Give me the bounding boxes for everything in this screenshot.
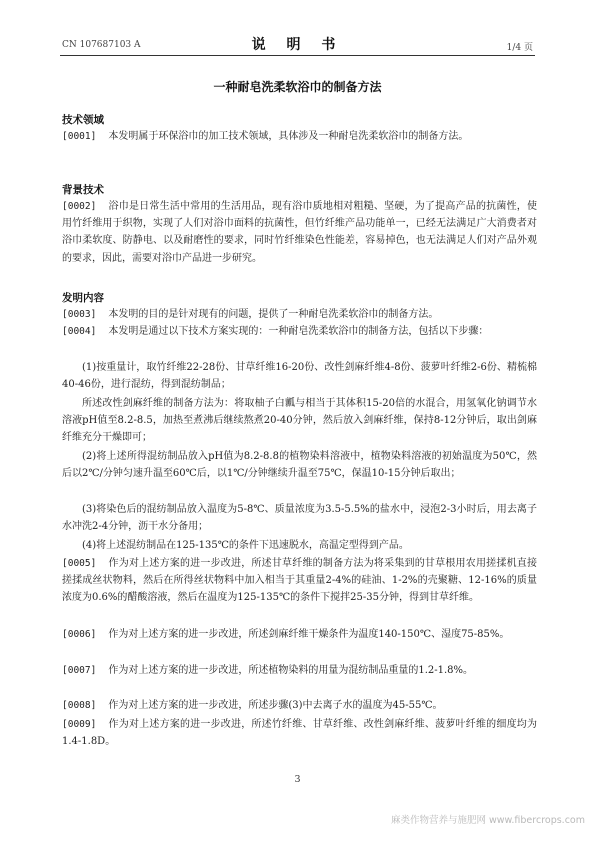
watermark: 麻类作物营养与施肥网 www.fibercrops.com <box>390 815 585 826</box>
header-publication-no: CN 107687103 A <box>62 40 141 50</box>
paragraph-0009 <box>62 716 537 750</box>
step-1-modified-sisal: 所述改性剑麻纤维的制备方法为：将取柚子白瓤与相当于其体积15-20倍的水混合，用氢氧化钠调节水溶液pH值至8.2-8.5，加热至煮沸后继续熬煮20-40分钟，然后放入剑麻纤维，保持8-12分钟后，取出剑麻纤维充分干燥即可； <box>62 398 537 444</box>
paragraph-text: 作为对上述方案的进一步改进，所述步骤(3)中去离子水的温度为45-55℃。 <box>108 700 443 711</box>
section-background: 背景技术 <box>62 184 104 196</box>
paragraph-number: [0009] <box>62 719 97 730</box>
paragraph-0005 <box>62 555 537 607</box>
paragraph-text: 作为对上述方案的进一步改进，所述甘草纤维的制备方法为将采集到的甘草根用农用搓揉机直接搓揉成丝状物料，然后在所得丝状物料中加入相当于其重量2-4%的硅油、1-2%的壳聚糖、12-16%的质量浓度为0.6%的醋酸溶液，然后在温度为125-135℃的条件下搅拌25-35分钟，得到甘草纤维。 <box>62 558 537 604</box>
paragraph-0008 <box>62 697 537 714</box>
step-3: (3)将染色后的混纺制品放入温度为5-8℃、质量浓度为3.5-5.5%的盐水中，浸泡2-3小时后，用去离子水冲洗2-4分钟，沥干水分备用； <box>62 504 537 533</box>
paragraph-text: 作为对上述方案的进一步改进，所述植物染料的用量为混纺制品重量的1.2-1.8%。 <box>108 665 474 676</box>
paragraph-0006 <box>62 626 537 643</box>
step-1: (1)按重量计，取竹纤维22-28份、甘草纤维16-20份、改性剑麻纤维4-8份、菠萝叶纤维2-6份、精梳棉40-46份，进行混纺，得到混纺制品； <box>62 362 537 391</box>
paragraph-0001 <box>62 128 537 145</box>
page-number: 3 <box>294 774 301 785</box>
paragraph-text: 本发明的目的是针对现有的问题，提供了一种耐皂洗柔软浴巾的制备方法。 <box>108 309 439 320</box>
paragraph-number: [0005] <box>62 558 97 569</box>
paragraph-number: [0002] <box>62 201 97 212</box>
step-2: (2)将上述所得混纺制品放入pH值为8.2-8.8的植物染料溶液中，植物染料溶液的初始温度为50℃，然后以2℃/分钟匀速升温至60℃后，以1℃/分钟继续升温至75℃，保温10-15分钟后取出； <box>62 451 537 480</box>
paragraph-text: 作为对上述方案的进一步改进，所述剑麻纤维干燥条件为温度140-150℃、湿度75-85%。 <box>108 629 510 640</box>
paragraph-0004 <box>62 323 537 340</box>
step-4: (4)将上述混纺制品在125-135℃的条件下迅速脱水，高温定型得到产品。 <box>82 540 409 551</box>
section-invention: 发明内容 <box>62 292 104 304</box>
paragraph-text: 浴巾是日常生活中常用的生活用品，现有浴巾质地相对粗糙、坚硬，为了提高产品的抗菌性，使用竹纤维用于织物，实现了人们对浴巾面料的抗菌性，但竹纤维产品功能单一，已经无法满足广大消费者对浴巾柔软度、防静电、以及耐磨性的要求，同时竹纤维染色性能差，容易掉色，也无法满足人们对产品外观的要求，因此，需要对浴巾产品进一步研究。 <box>62 201 537 264</box>
paragraph-0002 <box>62 198 537 267</box>
paragraph-number: [0008] <box>62 700 97 711</box>
paragraph-text: 本发明属于环保浴巾的加工技术领域，具体涉及一种耐皂洗柔软浴巾的制备方法。 <box>108 131 469 142</box>
paragraph-number: [0004] <box>62 326 97 337</box>
section-tech-field: 技术领域 <box>62 114 104 126</box>
paragraph-number: [0006] <box>62 629 97 640</box>
paragraph-text: 作为对上述方案的进一步改进，所述竹纤维、甘草纤维、改性剑麻纤维、菠萝叶纤维的细度均为1.4-1.8D。 <box>62 719 537 748</box>
header-rule <box>60 55 535 56</box>
paragraph-number: [0003] <box>62 309 97 320</box>
header-page-info: 1/4 页 <box>506 43 533 53</box>
header-doc-type: 说 明 书 <box>251 37 344 53</box>
paragraph-number: [0001] <box>62 131 97 142</box>
paragraph-number: [0007] <box>62 665 97 676</box>
paragraph-text: 本发明是通过以下技术方案实现的：一种耐皂洗柔软浴巾的制备方法，包括以下步骤： <box>108 326 489 337</box>
paragraph-0007 <box>62 662 537 679</box>
document-title: 一种耐皂洗柔软浴巾的制备方法 <box>213 80 382 94</box>
paragraph-0003 <box>62 306 537 323</box>
